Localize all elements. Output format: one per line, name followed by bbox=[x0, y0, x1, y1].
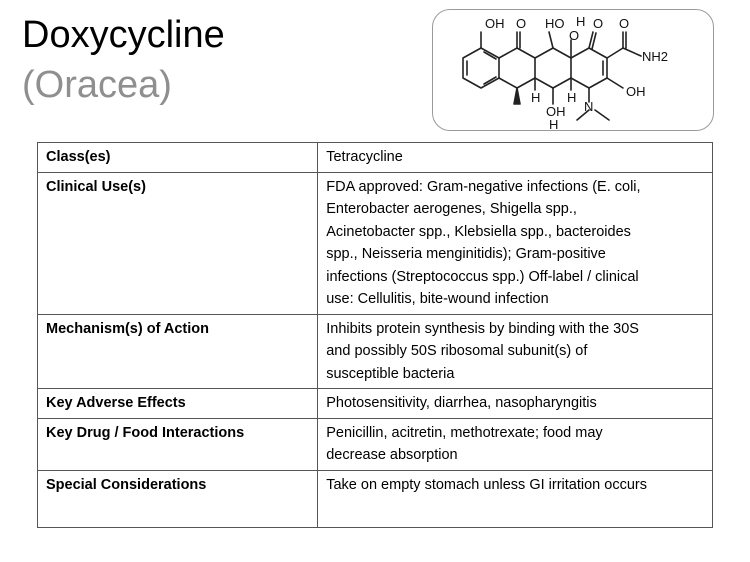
row-label: Special Considerations bbox=[38, 470, 318, 527]
atom-label: NH2 bbox=[642, 49, 669, 64]
table-row bbox=[38, 470, 713, 527]
row-label: Clinical Use(s) bbox=[38, 172, 318, 314]
value-line: infections (Streptococcus spp.) Off-label / clinical bbox=[326, 268, 639, 285]
atom-label: O bbox=[619, 16, 630, 31]
atom-label: O bbox=[569, 28, 580, 43]
value-line: Tetracycline bbox=[326, 149, 403, 165]
value-line: and possibly 50S ribosomal subunit(s) of bbox=[326, 343, 588, 359]
row-label: Key Drug / Food Interactions bbox=[38, 418, 318, 470]
row-label: Mechanism(s) of Action bbox=[38, 314, 318, 389]
row-value bbox=[318, 314, 713, 389]
table-row bbox=[38, 314, 713, 389]
value-line: Inhibits protein synthesis by binding with the 30S bbox=[326, 320, 639, 337]
atom-label: HO bbox=[545, 16, 565, 31]
row-value bbox=[318, 389, 713, 419]
atom-label: O bbox=[516, 16, 527, 31]
atom-label: OH bbox=[546, 104, 566, 119]
table-row bbox=[38, 172, 713, 314]
value-line: Enterobacter aerogenes, Shigella spp., bbox=[326, 201, 577, 217]
value-line: Penicillin, acitretin, methotrexate; food may bbox=[326, 424, 603, 441]
row-label: Class(es) bbox=[38, 143, 318, 173]
atom-label: OH bbox=[485, 16, 505, 31]
atom-label: H bbox=[531, 90, 541, 105]
value-line: use: Cellulitis, bite-wound infection bbox=[326, 291, 549, 307]
atom-label: H bbox=[567, 90, 577, 105]
atom-label: O bbox=[593, 16, 604, 31]
row-value bbox=[318, 470, 713, 527]
value-line: decrease absorption bbox=[326, 447, 458, 463]
value-line: Take on empty stomach unless GI irritation occurs bbox=[326, 476, 647, 493]
value-line: Acinetobacter spp., Klebsiella spp., bacteroides bbox=[326, 223, 631, 240]
value-line: spp., Neisseria menginitidis); Gram-positive bbox=[326, 246, 606, 262]
row-value bbox=[318, 418, 713, 470]
table-row bbox=[38, 418, 713, 470]
atom-label: OH bbox=[626, 84, 646, 99]
value-line: susceptible bacteria bbox=[326, 365, 455, 382]
row-label: Key Adverse Effects bbox=[38, 389, 318, 419]
doxycycline-structure-diagram bbox=[433, 10, 715, 132]
drug-info-table bbox=[37, 142, 713, 528]
slide-subtitle: (Oracea) bbox=[22, 64, 172, 106]
row-value bbox=[318, 172, 713, 314]
atom-label: H bbox=[549, 117, 559, 132]
atom-label: N bbox=[584, 99, 594, 114]
chemical-structure-panel bbox=[432, 9, 714, 131]
slide-title: Doxycycline bbox=[22, 14, 225, 56]
table-row bbox=[38, 143, 713, 173]
row-value bbox=[318, 143, 713, 173]
atom-label: H bbox=[576, 14, 586, 29]
table-row bbox=[38, 389, 713, 419]
value-line: FDA approved: Gram-negative infections (E. coli, bbox=[326, 178, 641, 195]
value-line: Photosensitivity, diarrhea, nasopharyngitis bbox=[326, 395, 597, 411]
molecule-atom-labels bbox=[485, 14, 668, 132]
